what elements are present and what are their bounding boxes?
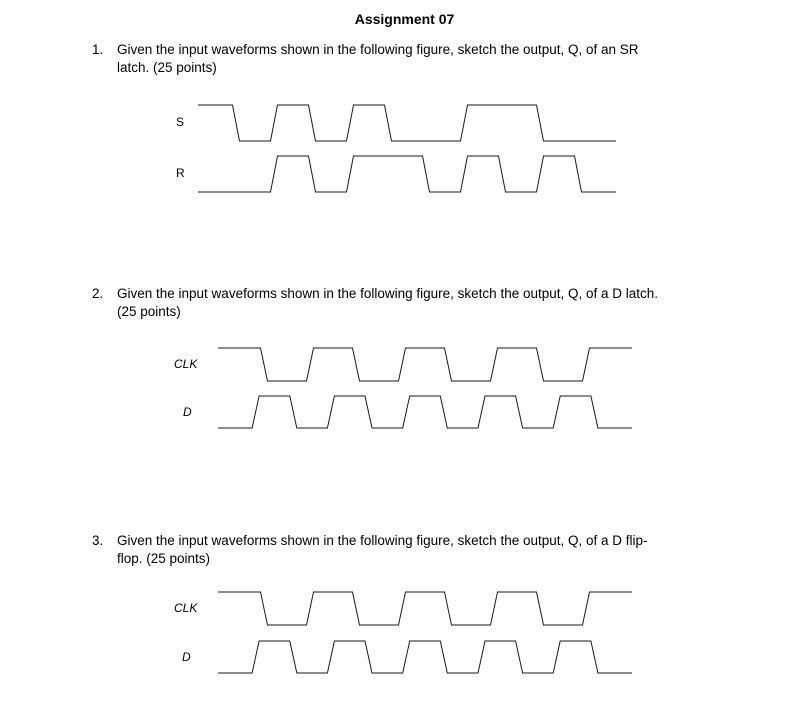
question-2-line-1: Given the input waveforms shown in the following figure, sketch the output, Q, of a D latch. <box>117 286 659 301</box>
document-title: Assignment 07 <box>354 11 455 27</box>
waveform-d-q2 <box>218 396 632 428</box>
question-1-number: 1. <box>92 42 104 57</box>
question-2-line-2: (25 points) <box>117 304 181 319</box>
question-1-line-2: latch. (25 points) <box>117 60 217 75</box>
signal-label-d-q3: D <box>182 650 191 664</box>
question-1 <box>92 41 732 77</box>
waveform-clk-q2 <box>218 348 632 381</box>
question-2-number: 2. <box>92 286 104 301</box>
waveform-clk-q3 <box>218 592 632 625</box>
question-1-line-1: Given the input waveforms shown in the following figure, sketch the output, Q, of an SR <box>117 42 639 57</box>
signal-label-d-q2: D <box>183 405 192 419</box>
signal-label-clk-q3: CLK <box>174 601 198 615</box>
question-3 <box>92 532 732 568</box>
question-3-number: 3. <box>92 533 104 548</box>
waveform-r <box>198 156 616 192</box>
signal-label-r: R <box>176 166 185 180</box>
waveform-d-q3 <box>218 641 632 673</box>
waveform-s <box>198 105 616 141</box>
signal-label-s: S <box>176 115 185 129</box>
question-3-line-2: flop. (25 points) <box>117 551 211 566</box>
question-2 <box>92 285 732 321</box>
signal-label-clk-q2: CLK <box>174 357 198 371</box>
question-3-line-1: Given the input waveforms shown in the following figure, sketch the output, Q, of a D flip- <box>117 533 648 548</box>
